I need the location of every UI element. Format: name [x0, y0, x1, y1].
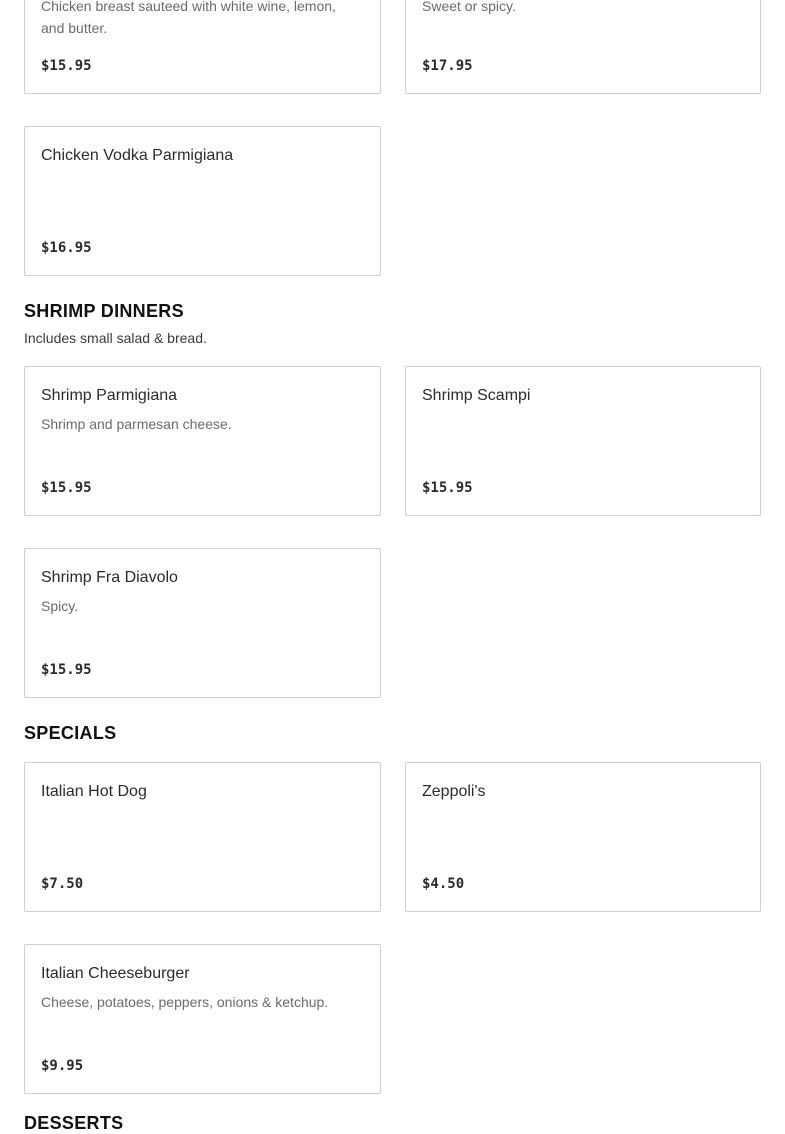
menu-item-card[interactable] — [24, 366, 381, 516]
menu-item-price: $15.95 — [41, 480, 92, 496]
menu-item-price: $4.50 — [422, 876, 465, 892]
menu-item-card[interactable] — [405, 0, 761, 94]
menu-item-price: $7.50 — [41, 876, 84, 892]
menu-item-card[interactable] — [24, 126, 381, 276]
menu-item-description: Shrimp and parmesan cheese. — [41, 416, 232, 432]
menu-item-description: Sweet or spicy. — [422, 0, 516, 14]
menu-item-description: Spicy. — [41, 598, 79, 614]
menu-item-price: $15.95 — [422, 480, 473, 496]
section-title-specials: SPECIALS — [24, 723, 117, 743]
menu-item-name: Zeppoli's — [422, 783, 486, 800]
menu-item-price: $17.95 — [422, 58, 473, 74]
menu-item-name: Italian Hot Dog — [41, 783, 147, 800]
menu-item-price: $9.95 — [41, 1058, 84, 1074]
section-title-shrimp-dinners: SHRIMP DINNERS — [24, 301, 184, 321]
menu-item-card[interactable] — [405, 762, 761, 912]
menu-item-description: Chicken breast sauteed with white wine, lemon, and butter. — [41, 0, 336, 36]
menu-item-name: Shrimp Parmigiana — [41, 387, 178, 404]
menu-item-card[interactable] — [24, 944, 381, 1094]
section-title-desserts: DESSERTS — [24, 1113, 124, 1133]
section-subtitle-shrimp-dinners: Includes small salad & bread. — [24, 330, 207, 346]
menu-item-price: $16.95 — [41, 240, 92, 256]
menu-item-card[interactable] — [405, 366, 761, 516]
menu-item-price: $15.95 — [41, 58, 92, 74]
menu-item-price: $15.95 — [41, 662, 92, 678]
menu-item-description: Cheese, potatoes, peppers, onions & ketchup. — [41, 994, 329, 1010]
menu-item-card[interactable] — [24, 548, 381, 698]
menu-item-name: Chicken Vodka Parmigiana — [41, 147, 234, 164]
menu-item-name: Shrimp Scampi — [422, 387, 531, 404]
menu-item-card[interactable] — [24, 0, 381, 94]
menu-item-name: Shrimp Fra Diavolo — [41, 569, 178, 586]
menu-item-name: Italian Cheeseburger — [41, 965, 190, 982]
menu-item-card[interactable] — [24, 762, 381, 912]
